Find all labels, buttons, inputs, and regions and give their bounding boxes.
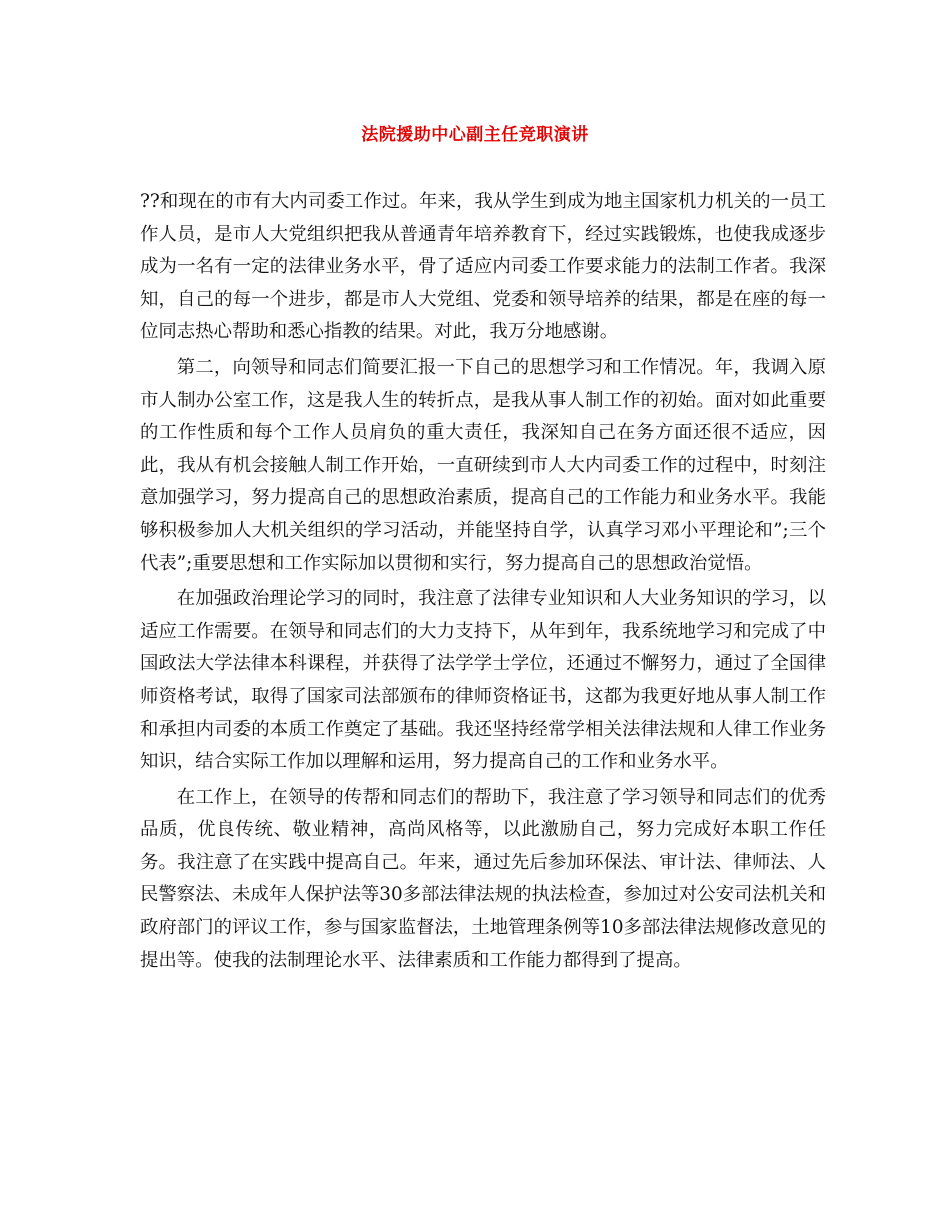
- paragraph-4: 在工作上，在领导的传帮和同志们的帮助下，我注意了学习领导和同志们的优秀品质，优良传统、敬业精神，高尚风格等，以此激励自己，努力完成好本职工作任务。我注意了在实践中提高自己。年来，通过先后参加环保法、审计法、律师法、人民警察法、未成年人保护法等30多部法律法规的执法检查，参加过对公安司法机关和政府部门的评议工作，参与国家监督法，土地管理条例等10多部法律法规修改意见的提出等。使我的法制理论水平、法律素质和工作能力都得到了提高。: [140, 786, 826, 971]
- paragraph-2: 第二，向领导和同志们简要汇报一下自己的思想学习和工作情况。年，我调入原市人制办公室工作，这是我人生的转折点，是我从事人制工作的初始。面对如此重要的工作性质和每个工作人员肩负的重大责任，我深知自己在务方面还很不适应，因此，我从有机会接触人制工作开始，一直研续到市人大内司委工作的过程中，时刻注意加强学习，努力提高自己的思想政治素质，提高自己的工作能力和业务水平。我能够积极参加人大机关组织的学习活动，并能坚持自学，认真学习邓小平理论和”;三个代表”;重要思想和工作实际加以贯彻和实行，努力提高自己的思想政治觉悟。: [140, 356, 826, 574]
- document-title: 法院援助中心副主任竞职演讲: [361, 125, 589, 145]
- paragraph-3: 在加强政治理论学习的同时，我注意了法律专业知识和人大业务知识的学习，以适应工作需要。在领导和同志们的大力支持下，从年到年，我系统地学习和完成了中国政法大学法律本科课程，并获得了法学学士学位，还通过不懈努力，通过了全国律师资格考试，取得了国家司法部颁布的律师资格证书，这都为我更好地从事人制工作和承担内司委的本质工作奠定了基础。我还坚持经常学相关法律法规和人律工作业务知识，结合实际工作加以理解和运用，努力提高自己的工作和业务水平。: [140, 588, 826, 773]
- document-body: [140, 186, 826, 980]
- paragraph-1: ??和现在的市有大内司委工作过。年来，我从学生到成为地主国家机力机关的一员工作人员，是市人大党组织把我从普通青年培养教育下，经过实践锻炼，也使我成逐步成为一名有一定的法律业务水平，骨了适应内司委工作要求能力的法制工作者。我深知，自己的每一个进步，都是市人大党组、党委和领导培养的结果，都是在座的每一位同志热心帮助和悉心指教的结果。对此，我万分地感谢。: [140, 191, 826, 343]
